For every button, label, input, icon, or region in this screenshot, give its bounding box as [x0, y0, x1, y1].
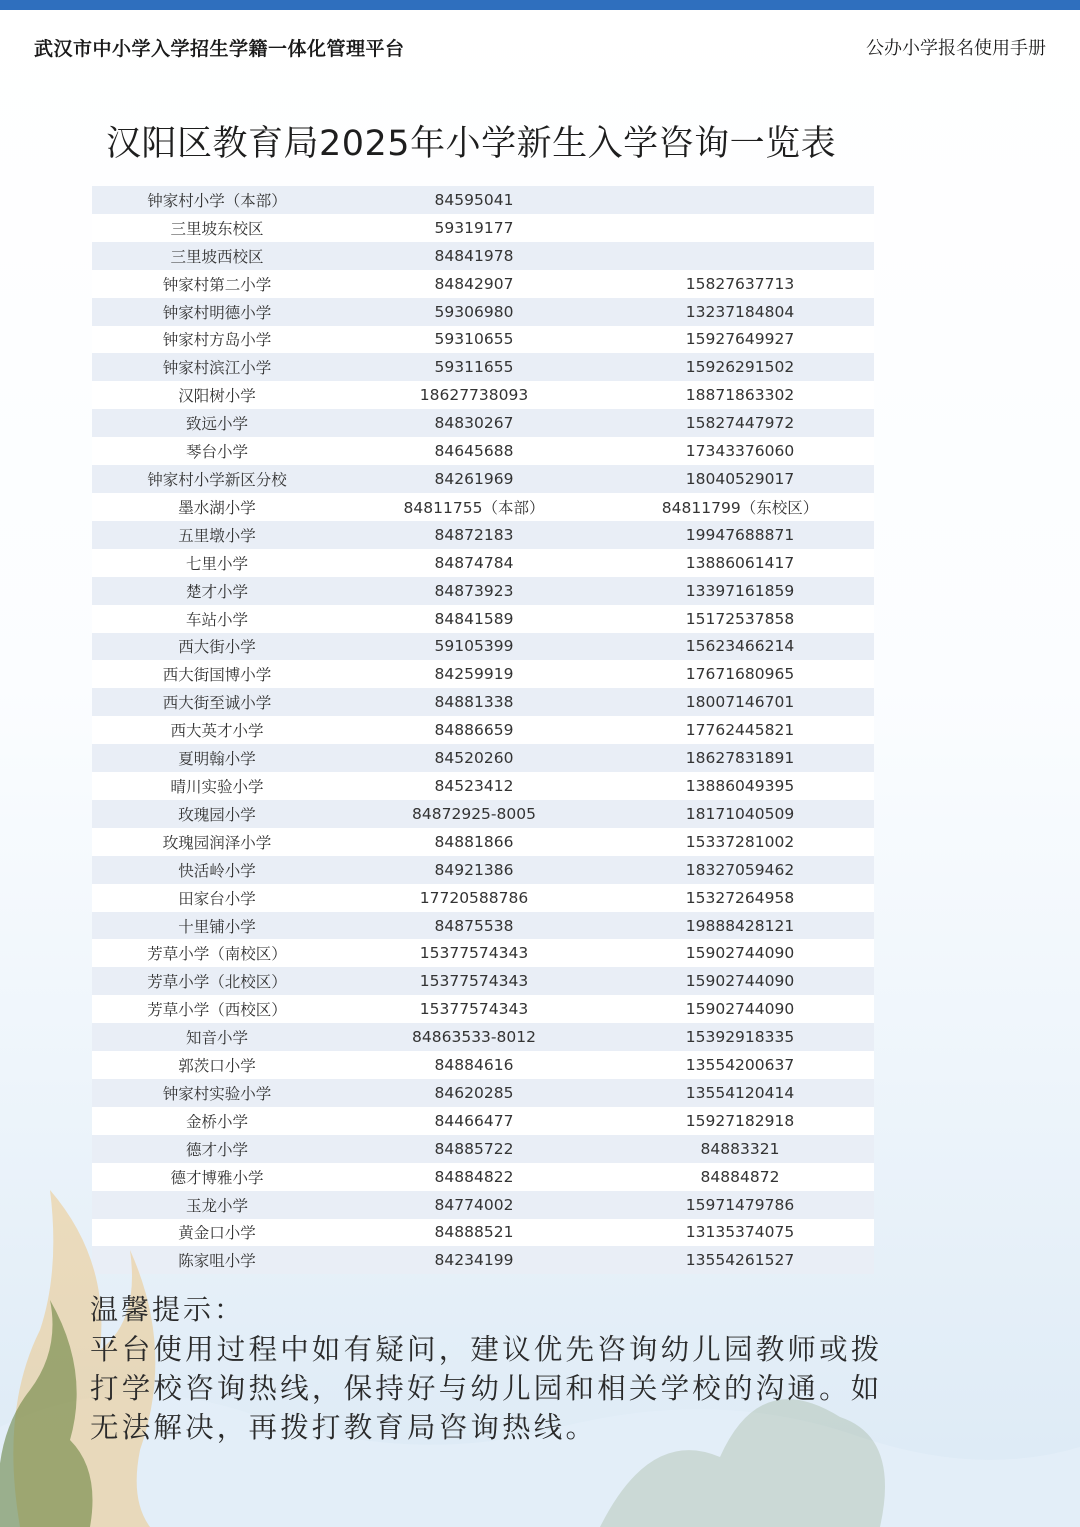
phone-cell: 59310655	[342, 326, 606, 354]
school-name-cell: 快活岭小学	[92, 856, 342, 884]
phone-cell: 84886659	[342, 716, 606, 744]
table-row	[92, 633, 874, 661]
table-row	[92, 381, 874, 409]
mobile-cell: 15971479786	[606, 1191, 874, 1219]
mobile-cell: 84811799（东校区）	[606, 493, 874, 521]
mobile-cell: 15337281002	[606, 828, 874, 856]
mobile-cell: 15172537858	[606, 605, 874, 633]
table-row	[92, 967, 874, 995]
table-row	[92, 1079, 874, 1107]
school-name-cell: 玫瑰园小学	[92, 800, 342, 828]
school-name-cell: 钟家村滨江小学	[92, 353, 342, 381]
mobile-cell: 15827637713	[606, 270, 874, 298]
mobile-cell: 13397161859	[606, 577, 874, 605]
mobile-cell: 15902744090	[606, 995, 874, 1023]
table-row	[92, 242, 874, 270]
mobile-cell: 19947688871	[606, 521, 874, 549]
phone-cell: 84234199	[342, 1246, 606, 1274]
school-name-cell: 德才小学	[92, 1135, 342, 1163]
manual-title: 公办小学报名使用手册	[866, 38, 1046, 59]
table-row	[92, 186, 874, 214]
school-name-cell: 芳草小学（南校区）	[92, 939, 342, 967]
phone-cell: 84841589	[342, 605, 606, 633]
phone-cell: 84872183	[342, 521, 606, 549]
table-row	[92, 270, 874, 298]
document-title: 汉阳区教育局2025年小学新生入学咨询一览表	[106, 124, 837, 164]
mobile-cell: 15902744090	[606, 939, 874, 967]
table-row	[92, 326, 874, 354]
school-name-cell: 钟家村小学（本部）	[92, 186, 342, 214]
table-row	[92, 437, 874, 465]
mobile-cell: 17343376060	[606, 437, 874, 465]
table-row	[92, 744, 874, 772]
phone-cell: 84620285	[342, 1079, 606, 1107]
mobile-cell: 18327059462	[606, 856, 874, 884]
school-name-cell: 十里铺小学	[92, 912, 342, 940]
phone-cell: 84875538	[342, 912, 606, 940]
table-row	[92, 1219, 874, 1247]
phone-cell: 84881866	[342, 828, 606, 856]
phone-cell: 84259919	[342, 660, 606, 688]
mobile-cell: 13237184804	[606, 298, 874, 326]
school-name-cell: 西大街国博小学	[92, 660, 342, 688]
phone-cell: 15377574343	[342, 939, 606, 967]
phone-cell: 84523412	[342, 772, 606, 800]
table-row	[92, 716, 874, 744]
phone-cell: 84466477	[342, 1107, 606, 1135]
mobile-cell: 13886049395	[606, 772, 874, 800]
mobile-cell: 15827447972	[606, 409, 874, 437]
phone-cell: 84863533-8012	[342, 1023, 606, 1051]
consultation-table	[92, 186, 874, 1274]
platform-title: 武汉市中小学入学招生学籍一体化管理平台	[34, 38, 405, 60]
phone-cell: 84830267	[342, 409, 606, 437]
mobile-cell: 13554200637	[606, 1051, 874, 1079]
mobile-cell: 13135374075	[606, 1219, 874, 1247]
phone-cell: 59319177	[342, 214, 606, 242]
table-row	[92, 214, 874, 242]
table-row	[92, 1023, 874, 1051]
phone-cell: 84261969	[342, 465, 606, 493]
phone-cell: 59105399	[342, 633, 606, 661]
mobile-cell	[606, 186, 874, 214]
tips-body	[90, 1330, 920, 1447]
phone-cell: 84885722	[342, 1135, 606, 1163]
table-row	[92, 1051, 874, 1079]
phone-cell: 84884822	[342, 1163, 606, 1191]
mobile-cell: 15927182918	[606, 1107, 874, 1135]
school-name-cell: 车站小学	[92, 605, 342, 633]
mobile-cell: 13554261527	[606, 1246, 874, 1274]
table-row	[92, 800, 874, 828]
mobile-cell: 19888428121	[606, 912, 874, 940]
school-name-cell: 钟家村方岛小学	[92, 326, 342, 354]
phone-cell: 59311655	[342, 353, 606, 381]
table-row	[92, 605, 874, 633]
school-name-cell: 西大街至诚小学	[92, 688, 342, 716]
tips-heading: 温馨提示：	[90, 1293, 246, 1326]
school-name-cell: 楚才小学	[92, 577, 342, 605]
school-name-cell: 琴台小学	[92, 437, 342, 465]
school-name-cell: 五里墩小学	[92, 521, 342, 549]
phone-cell: 84595041	[342, 186, 606, 214]
table-row	[92, 465, 874, 493]
mobile-cell: 15926291502	[606, 353, 874, 381]
phone-cell: 84872925-8005	[342, 800, 606, 828]
school-name-cell: 钟家村明德小学	[92, 298, 342, 326]
mobile-cell: 15392918335	[606, 1023, 874, 1051]
school-name-cell: 钟家村小学新区分校	[92, 465, 342, 493]
school-name-cell: 三里坡东校区	[92, 214, 342, 242]
table-row	[92, 995, 874, 1023]
page-header	[0, 10, 1080, 80]
phone-cell: 15377574343	[342, 967, 606, 995]
school-name-cell: 玫瑰园润泽小学	[92, 828, 342, 856]
school-name-cell: 致远小学	[92, 409, 342, 437]
school-name-cell: 知音小学	[92, 1023, 342, 1051]
table-row	[92, 660, 874, 688]
phone-cell: 84921386	[342, 856, 606, 884]
table-row	[92, 1135, 874, 1163]
mobile-cell: 13886061417	[606, 549, 874, 577]
school-name-cell: 钟家村实验小学	[92, 1079, 342, 1107]
phone-cell: 84811755（本部）	[342, 493, 606, 521]
tips-line: 无法解决，再拨打教育局咨询热线。	[90, 1411, 598, 1444]
mobile-cell: 15902744090	[606, 967, 874, 995]
school-name-cell: 黄金口小学	[92, 1219, 342, 1247]
table-row	[92, 298, 874, 326]
mobile-cell: 18040529017	[606, 465, 874, 493]
table-row	[92, 409, 874, 437]
top-color-strip	[0, 0, 1080, 10]
mobile-cell: 84883321	[606, 1135, 874, 1163]
mobile-cell: 13554120414	[606, 1079, 874, 1107]
mobile-cell	[606, 242, 874, 270]
table-row	[92, 912, 874, 940]
table-row	[92, 1246, 874, 1274]
school-name-cell: 德才博雅小学	[92, 1163, 342, 1191]
table-row	[92, 856, 874, 884]
phone-cell: 84874784	[342, 549, 606, 577]
phone-cell: 84881338	[342, 688, 606, 716]
mobile-cell: 84884872	[606, 1163, 874, 1191]
table-row	[92, 884, 874, 912]
mobile-cell: 15927649927	[606, 326, 874, 354]
mobile-cell	[606, 214, 874, 242]
table-row	[92, 939, 874, 967]
phone-cell: 84520260	[342, 744, 606, 772]
table-row	[92, 1107, 874, 1135]
table-body	[92, 186, 874, 1274]
school-name-cell: 西大街小学	[92, 633, 342, 661]
phone-cell: 15377574343	[342, 995, 606, 1023]
mobile-cell: 18627831891	[606, 744, 874, 772]
table-row	[92, 828, 874, 856]
phone-cell: 84842907	[342, 270, 606, 298]
phone-cell: 84884616	[342, 1051, 606, 1079]
school-name-cell: 墨水湖小学	[92, 493, 342, 521]
school-name-cell: 芳草小学（西校区）	[92, 995, 342, 1023]
phone-cell: 18627738093	[342, 381, 606, 409]
mobile-cell: 17671680965	[606, 660, 874, 688]
school-name-cell: 玉龙小学	[92, 1191, 342, 1219]
phone-cell: 59306980	[342, 298, 606, 326]
school-name-cell: 郭茨口小学	[92, 1051, 342, 1079]
school-name-cell: 夏明翰小学	[92, 744, 342, 772]
mobile-cell: 18007146701	[606, 688, 874, 716]
table-row	[92, 577, 874, 605]
phone-cell: 84841978	[342, 242, 606, 270]
mobile-cell: 15327264958	[606, 884, 874, 912]
school-name-cell: 金桥小学	[92, 1107, 342, 1135]
school-name-cell: 西大英才小学	[92, 716, 342, 744]
school-name-cell: 芳草小学（北校区）	[92, 967, 342, 995]
mobile-cell: 17762445821	[606, 716, 874, 744]
tips-section	[90, 1290, 920, 1447]
table-row	[92, 493, 874, 521]
mobile-cell: 18871863302	[606, 381, 874, 409]
school-name-cell: 三里坡西校区	[92, 242, 342, 270]
school-name-cell: 汉阳树小学	[92, 381, 342, 409]
phone-cell: 17720588786	[342, 884, 606, 912]
table-row	[92, 549, 874, 577]
school-name-cell: 陈家咀小学	[92, 1246, 342, 1274]
tips-line: 打学校咨询热线，保持好与幼儿园和相关学校的沟通。如	[90, 1372, 883, 1405]
mobile-cell: 18171040509	[606, 800, 874, 828]
tips-line: 平台使用过程中如有疑问，建议优先咨询幼儿园教师或拨	[90, 1333, 883, 1366]
table-row	[92, 353, 874, 381]
table-row	[92, 1163, 874, 1191]
phone-cell: 84888521	[342, 1219, 606, 1247]
school-name-cell: 七里小学	[92, 549, 342, 577]
table-row	[92, 772, 874, 800]
table-row	[92, 521, 874, 549]
table-row	[92, 688, 874, 716]
phone-cell: 84873923	[342, 577, 606, 605]
school-phone-table	[92, 186, 874, 1274]
phone-cell: 84774002	[342, 1191, 606, 1219]
school-name-cell: 晴川实验小学	[92, 772, 342, 800]
table-row	[92, 1191, 874, 1219]
school-name-cell: 田家台小学	[92, 884, 342, 912]
mobile-cell: 15623466214	[606, 633, 874, 661]
phone-cell: 84645688	[342, 437, 606, 465]
school-name-cell: 钟家村第二小学	[92, 270, 342, 298]
